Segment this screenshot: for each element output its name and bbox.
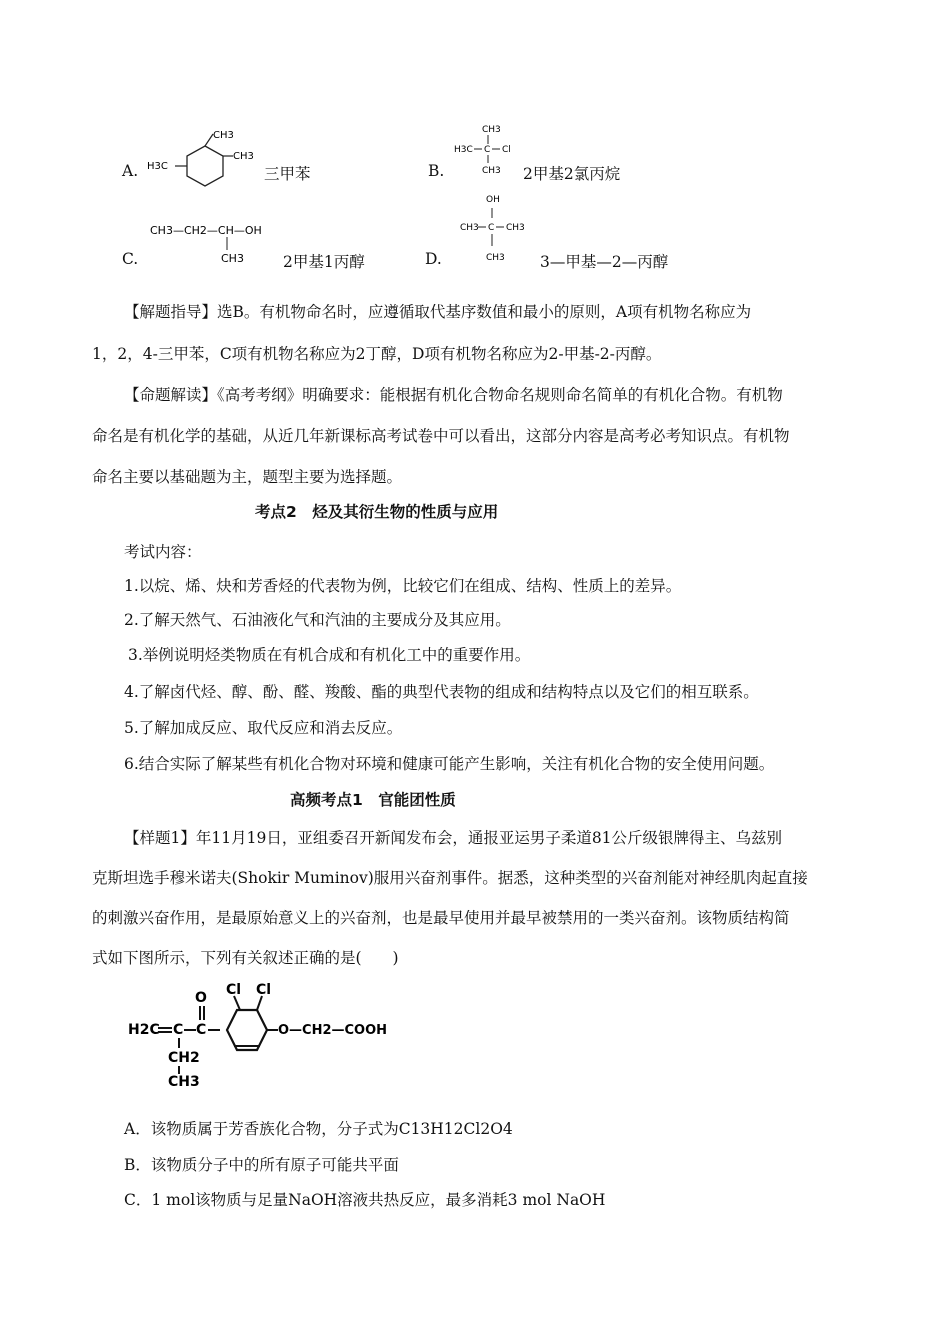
option-b-bottom: CH3 bbox=[482, 166, 501, 176]
choice-b bbox=[124, 1153, 399, 1175]
guide-label: 【解题指导】 bbox=[124, 303, 218, 321]
guide-line1: 选B。有机物命名时，应遵循取代基序数值和最小的原则，A项有机物名称应为 bbox=[217, 303, 752, 321]
option-a-right-group: CH3 bbox=[233, 151, 254, 162]
option-c-chain: CH3—CH2—CH—OH bbox=[150, 224, 262, 237]
interpret-line1: 《高考考纲》明确要求：能根据有机化合物命名规则命名简单的有机化合物。有机物 bbox=[217, 386, 783, 404]
mol-o: O bbox=[195, 990, 207, 1006]
section2-item-6: 6.结合实际了解某些有机化合物对环境和健康可能产生影响，关注有机化合物的安全使用问题。 bbox=[124, 755, 775, 773]
interpret-line2: 命名是有机化学的基础，从近几年新课标高考试卷中可以看出，这部分内容是高考必考知识点。有机物 bbox=[92, 427, 790, 445]
option-d-name: 3—甲基—2—丙醇 bbox=[540, 253, 669, 271]
option-a-top-group: CH3 bbox=[213, 130, 234, 141]
choice-c bbox=[124, 1188, 605, 1210]
interpret-label: 【命题解读】 bbox=[124, 386, 218, 404]
choice-b-text: 该物质分子中的所有原子可能共平面 bbox=[150, 1156, 399, 1174]
option-c-name: 2甲基1丙醇 bbox=[283, 253, 365, 271]
section2-heading: 考点2 烃及其衍生物的性质与应用 bbox=[255, 503, 499, 521]
section2-item-2: 2.了解天然气、石油液化气和汽油的主要成分及其应用。 bbox=[124, 611, 511, 629]
freq-line2: 克斯坦选手穆米诺夫(Shokir Muminov)服用兴奋剂事件。据悉，这种类型的兴奋剂能对神经肌肉起直接 bbox=[92, 869, 808, 887]
section2-item-1: 1.以烷、烯、炔和芳香烃的代表物为例，比较它们在组成、结构、性质上的差异。 bbox=[124, 577, 682, 595]
guide-paragraph bbox=[124, 293, 864, 332]
option-c-structure bbox=[148, 218, 278, 266]
option-b-name: 2甲基2氯丙烷 bbox=[523, 165, 621, 183]
freq-line1: 年11月19日，亚组委召开新闻发布会，通报亚运男子柔道81公斤级银牌得主、乌兹别 bbox=[195, 829, 783, 847]
option-d-structure bbox=[458, 190, 533, 268]
option-a-name: 三甲苯 bbox=[264, 165, 311, 183]
mol-cl1: Cl bbox=[226, 982, 242, 998]
interpret-first-line bbox=[124, 376, 783, 415]
svg-text:C: C bbox=[173, 1022, 184, 1038]
option-d-left: CH3 bbox=[460, 223, 479, 233]
freq-line4: 式如下图所示，下列有关叙述正确的是( ) bbox=[92, 949, 399, 967]
choice-a-letter: A． bbox=[124, 1120, 151, 1138]
option-d-top: OH bbox=[486, 195, 500, 205]
option-b-left: H3C bbox=[454, 145, 473, 155]
option-b-top: CH3 bbox=[482, 125, 501, 135]
option-d-letter: D. bbox=[425, 250, 442, 268]
option-d-bottom: CH3 bbox=[486, 253, 505, 263]
example-label: 【样题1】 bbox=[124, 829, 196, 847]
mol-ch3: CH3 bbox=[168, 1074, 200, 1090]
freq-first-line bbox=[124, 826, 782, 848]
choice-a-text: 该物质属于芳香族化合物，分子式为C13H12Cl2O4 bbox=[150, 1120, 513, 1138]
option-d-right: CH3 bbox=[506, 223, 525, 233]
section2-content-label: 考试内容： bbox=[124, 543, 202, 561]
option-a-left-group: H3C bbox=[147, 161, 168, 172]
mol-h2c: H2C bbox=[128, 1022, 160, 1038]
freq-heading: 高频考点1 官能团性质 bbox=[290, 791, 456, 809]
option-c-bottom: CH3 bbox=[221, 252, 244, 265]
choice-c-text: 1 mol该物质与足量NaOH溶液共热反应，最多消耗3 mol NaOH bbox=[151, 1191, 606, 1209]
section2-item-3: 3.举例说明烃类物质在有机合成和有机化工中的重要作用。 bbox=[128, 646, 531, 664]
svg-text:C: C bbox=[196, 1022, 207, 1038]
section2-item-4: 4.了解卤代烃、醇、酚、醛、羧酸、酯的典型代表物的组成和结构特点以及它们的相互联系。 bbox=[124, 683, 759, 701]
option-b-right: Cl bbox=[502, 145, 511, 155]
guide-line2: 1，2，4-三甲苯，C项有机物名称应为2丁醇，D项有机物名称应为2-甲基-2-丙醇。 bbox=[92, 345, 662, 363]
choice-b-letter: B． bbox=[124, 1156, 151, 1174]
mol-ch2: CH2 bbox=[168, 1050, 200, 1066]
option-a-structure bbox=[145, 126, 255, 196]
choice-a bbox=[124, 1117, 513, 1139]
option-b-center: C bbox=[484, 145, 491, 155]
option-b-structure bbox=[452, 120, 527, 182]
option-c-letter: C. bbox=[122, 250, 139, 268]
option-a-letter: A. bbox=[122, 162, 139, 180]
option-d-center: C bbox=[488, 223, 495, 233]
option-b-letter: B. bbox=[428, 162, 445, 180]
interpret-line3: 命名主要以基础题为主，题型主要为选择题。 bbox=[92, 468, 403, 486]
section2-item-5: 5.了解加成反应、取代反应和消去反应。 bbox=[124, 719, 403, 737]
freq-line3: 的刺激兴奋作用，是最原始意义上的兴奋剂，也是最早使用并最早被禁用的一类兴奋剂。该物质结构简 bbox=[92, 909, 790, 927]
molecule-structure bbox=[122, 980, 402, 1090]
mol-cl2: Cl bbox=[256, 982, 272, 998]
mol-ether: O—CH2—COOH bbox=[278, 1023, 388, 1038]
choice-c-letter: C． bbox=[124, 1191, 152, 1209]
